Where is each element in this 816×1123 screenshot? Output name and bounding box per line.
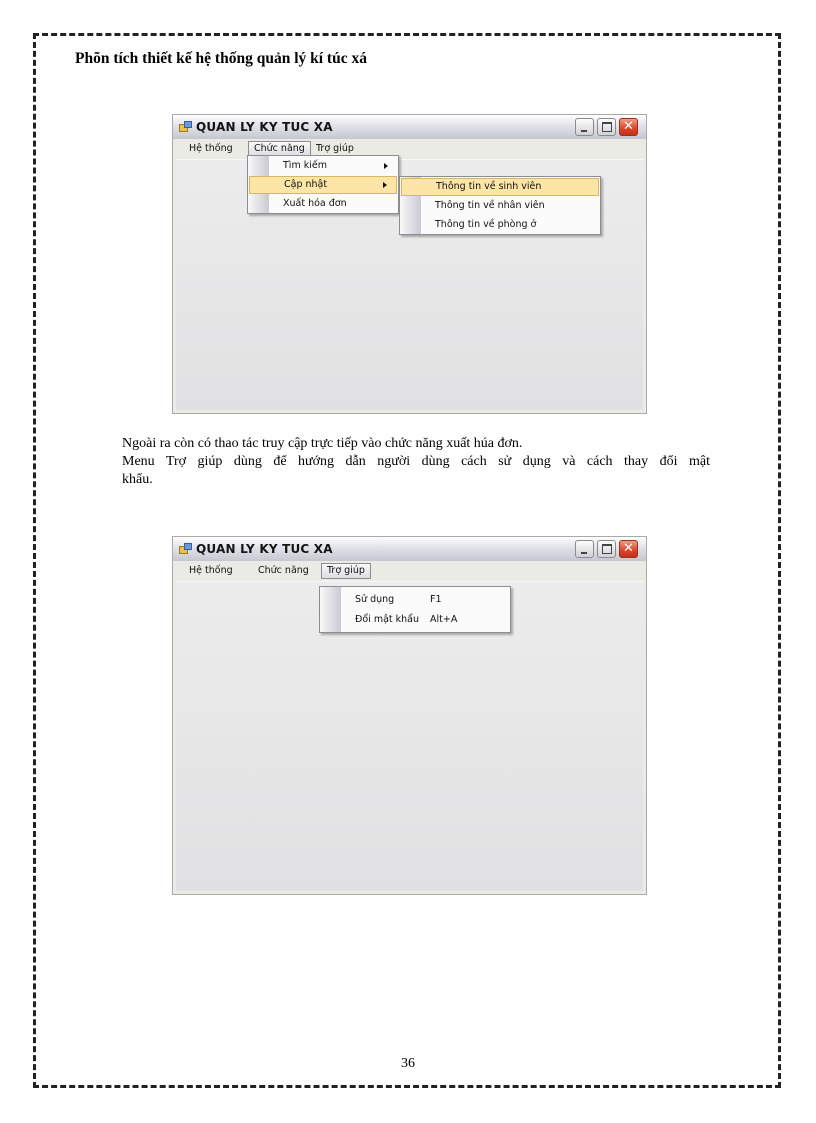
menu-item-tim-kiem[interactable]: Tìm kiếm (249, 157, 397, 175)
minimize-icon[interactable] (575, 118, 594, 136)
menu-tro-giup[interactable]: Trợ giúp (321, 563, 371, 579)
app-window-screenshot-2 (173, 537, 646, 894)
page-number: 36 (401, 1056, 415, 1071)
menu-item-su-dung[interactable]: Sử dụng F1 (355, 594, 442, 605)
maximize-icon[interactable] (597, 540, 616, 558)
close-icon[interactable]: ✕ (619, 118, 638, 136)
menu-tro-giup[interactable]: Trợ giúp (316, 143, 354, 154)
submenu-arrow-icon (384, 163, 388, 169)
title-bar (173, 115, 646, 139)
menu-item-doi-mat-khau[interactable]: Đổi mật khẩu Alt+A (355, 614, 458, 625)
paragraph-2-line-1: Menu Trợ giúp dùng để hướng dẫn người dùng cách sử dụng và cách thay đổi mật (122, 454, 710, 469)
maximize-icon[interactable] (597, 118, 616, 136)
paragraph-1: Ngoài ra còn có thao tác truy cập trực tiếp vào chức năng xuất húa đơn. (122, 436, 523, 451)
menu-item-thong-tin-nhan-vien[interactable]: Thông tin về nhân viên (435, 200, 545, 211)
minimize-icon[interactable] (575, 540, 594, 558)
app-icon (179, 121, 191, 132)
window-title: QUAN LY KY TUC XA (196, 542, 333, 556)
menu-item-thong-tin-sinh-vien[interactable]: Thông tin về sinh viên (401, 178, 599, 196)
paragraph-2-line-2: khẩu. (122, 472, 153, 487)
menu-he-thong[interactable]: Hệ thống (189, 565, 233, 576)
menu-chuc-nang[interactable]: Chức năng (258, 565, 309, 576)
app-window-screenshot-1 (173, 115, 646, 413)
window-title: QUAN LY KY TUC XA (196, 120, 333, 134)
menu-chuc-nang[interactable]: Chức năng (248, 141, 311, 157)
menu-item-thong-tin-phong-o[interactable]: Thông tin về phòng ở (435, 219, 537, 230)
page-heading: Phõn tích thiết kế hệ thống quản lý kí túc xá (75, 50, 367, 67)
menu-bar (176, 561, 643, 581)
close-icon[interactable]: ✕ (619, 540, 638, 558)
cap-nhat-submenu (399, 176, 601, 235)
title-bar (173, 537, 646, 561)
submenu-arrow-icon (383, 182, 387, 188)
menu-item-cap-nhat[interactable]: Cập nhật (249, 176, 397, 194)
tro-giup-dropdown (319, 586, 511, 633)
app-icon (179, 543, 191, 554)
chuc-nang-dropdown (247, 155, 399, 214)
menu-item-xuat-hoa-don[interactable]: Xuất hóa đơn (283, 198, 347, 209)
menu-he-thong[interactable]: Hệ thống (189, 143, 233, 154)
